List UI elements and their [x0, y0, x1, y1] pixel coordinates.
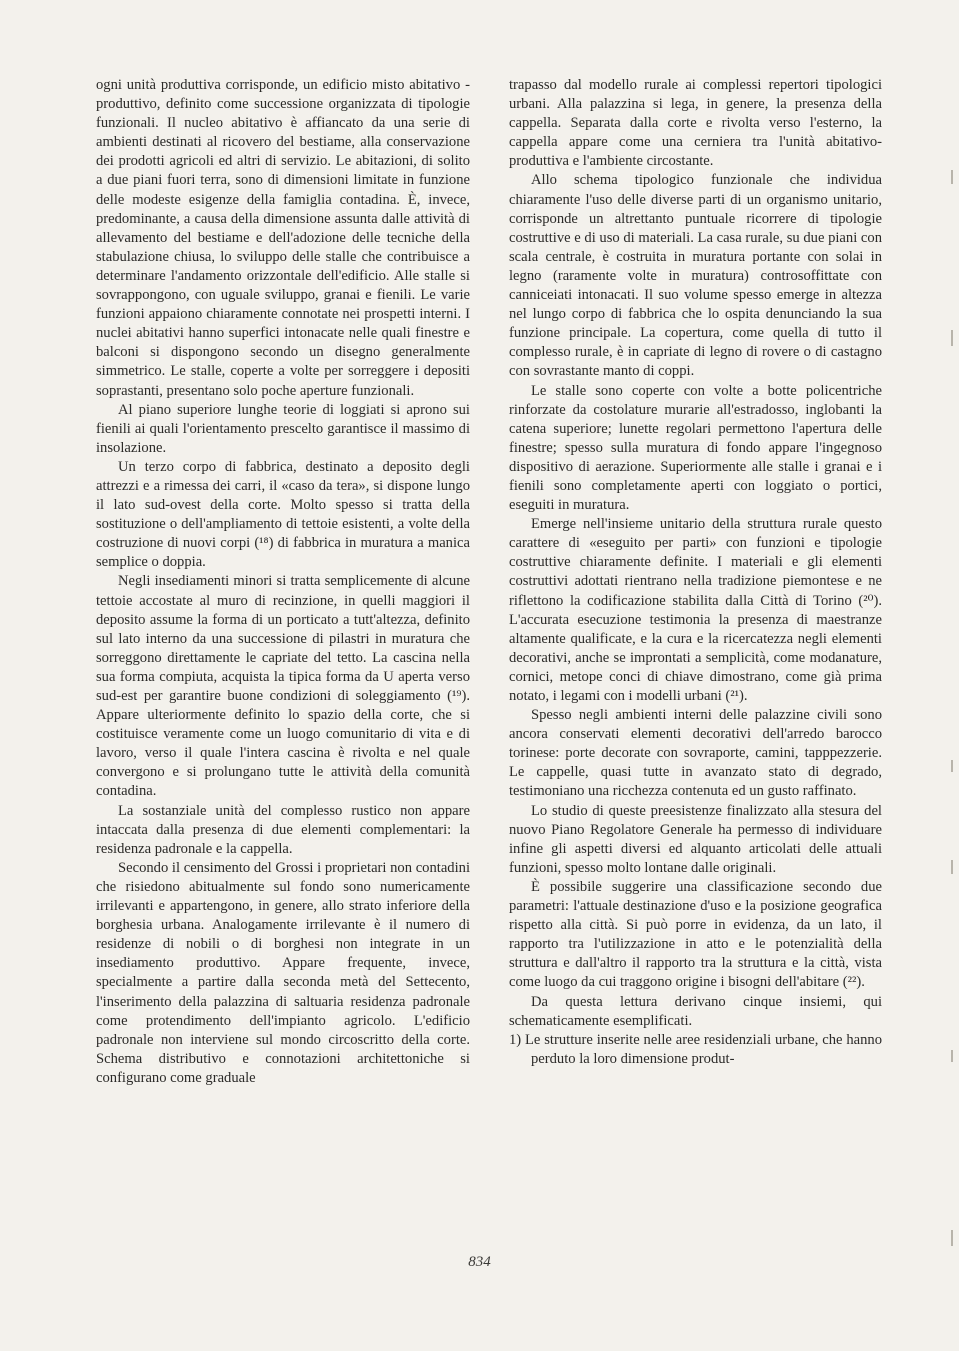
- margin-scan-mark: [951, 1050, 953, 1062]
- left-text-column: [96, 76, 470, 1088]
- paragraph: Spesso negli ambienti interni delle palazzine civili sono ancora conservati elementi decorativi dell'arredo barocco torinese: porte decorate con sovraporte, camini, tapppezzerie. Le cappelle, quasi tutte in avanzato stato di degrado, testimoniano una ricchezza contenuta ed un gusto raffinato.: [509, 707, 882, 800]
- paragraph: Un terzo corpo di fabbrica, destinato a deposito degli attrezzi e a rimessa dei carri, il «caso da tera», si dispone lungo il lato sud-ovest della corte. Molto spesso si tratta della sostituzione o dell'ampliamento di tettoie esistenti, a volte della costruzione di nuovi corpi (¹⁸) di fabbrica in muratura a manica semplice o doppia.: [96, 458, 470, 571]
- margin-scan-mark: [951, 860, 953, 874]
- paragraph: Emerge nell'insieme unitario della struttura rurale questo carattere di «eseguito per parti» con funzioni e tipologie costruttive chiaramente definite. I materiali e gli elementi costruttivi adottati rientrano nella tradizione piemontese e ne riflettono la codificazione stabilita dalla Città di Torino (²⁰). L'accurata esecuzione testimonia la presenza di maestranze altamente qualificate, e la cura e la ricercatezza negli elementi decorativi, anche se improntati a semplicità, come modanature, cornici, metope conci di chiave dimostrano, come già prima notato, i legami con i modelli urbani (²¹).: [509, 516, 882, 704]
- margin-scan-mark: [951, 1230, 953, 1246]
- right-text-column: [509, 76, 882, 1069]
- margin-scan-mark: [951, 760, 953, 772]
- paragraph: trapasso dal modello rurale ai complessi repertori tipologici urbani. Alla palazzina si lega, in genere, la presenza della cappella. Separata dalla corte e rivolta verso l'esterno, la cappella appare come una cerniera tra l'unità abitativo-produttiva e l'ambiente circostante.: [509, 77, 882, 170]
- paragraph: 1) Le strutture inserite nelle aree residenziali urbane, che hanno perduto la loro dimensione produt-: [509, 1031, 882, 1067]
- paragraph: ogni unità produttiva corrisponde, un edificio misto abitativo - produttivo, definito come successione organizzata di tipologie funzionali. Il nucleo abitativo è affiancato da una serie di ambienti destinati al ricovero del bestiame, alla conservazione dei prodotti agricoli ed altri di servizio. Le abitazioni, di solito a due piani fuori terra, sono di dimensioni limitate in funzione delle modeste esigenze della famiglia contadina. È, invece, predominante, a causa della dimensione assunta dalle attività di allevamento del bestiame e dell'adozione delle tecniche della stabulazione chiusa, lo sviluppo delle stalle che contribuisce a determinare l'andamento orizzontale dell'edificio. Alle stalle si sovrappongono, con uguale sviluppo, granai e fienili. Le varie funzioni appaiono chiaramente connotate nei prospetti interni. I nuclei abitativi hanno superfici intonacate nelle quali finestre e balconi si dispongono secondo un disegno generalmente simmetrico. Le stalle, coperte a volte per sorreggere i depositi soprastanti, presentano solo poche aperture funzionali.: [96, 77, 470, 399]
- paragraph: Secondo il censimento del Grossi i proprietari non contadini che risiedono abitualmente sul fondo sono numericamente irrilevanti e appartengono, in genere, allo strato inferiore della borghesia urbana. Analogamente irrilevante è il numero di residenze di nobili o di borghesi non integrate in un insediamento produttivo. Appare frequente, invece, specialmente a partire dalla seconda metà del Settecento, l'inserimento della palazzina di saltuaria residenza padronale come protendimento dell'impianto agricolo. L'edificio padronale non interviene sul mondo circoscritto della corte. Schema distributivo e connotazioni architettoniche si configurano come graduale: [96, 859, 470, 1086]
- paragraph: Allo schema tipologico funzionale che individua chiaramente l'uso delle diverse parti di un organismo unitario, corrisponde un altrettanto puntuale ricorrere di tipologie costruttive e di uso di materiali. La casa rurale, su due piani con scala centrale, è costruita in muratura portante con solai in legno (raramente volte in muratura) controsoffittate con canniceiati intonacati. Il suo volume spesso emerge in altezza nel lungo corpo di fabbrica che lo ospita denunciando la sua funzione principale. La copertura, come quella di tutto il complesso rurale, è in capriate di legno di rovere o di castagno con sovrastante manto di coppi.: [509, 172, 882, 380]
- page-number: 834: [468, 1254, 491, 1270]
- paragraph: Da questa lettura derivano cinque insiemi, qui schematicamente esemplificati.: [509, 993, 882, 1029]
- paragraph: Lo studio di queste preesistenze finalizzato alla stesura del nuovo Piano Regolatore Generale ha permesso di individuare infine gli aspetti diversi ed alquanto articolati delle attuali funzioni, spesso molto lontane dalle originali.: [509, 802, 882, 876]
- paragraph: Al piano superiore lunghe teorie di loggiati si aprono sui fienili ai quali l'orientamento prescelto garantisce il massimo di insolazione.: [96, 401, 470, 456]
- paragraph: È possibile suggerire una classificazione secondo due parametri: l'attuale destinazione d'uso e la posizione geografica rispetto alla città. Si può porre in evidenza, da un lato, il rapporto tra l'utilizzazione in atto e le potenzialità della struttura e dall'altro il rapporto tra la struttura e la città, vista come luogo da cui traggono origine i bisogni dell'abitare (²²).: [509, 878, 882, 991]
- paragraph: Negli insediamenti minori si tratta semplicemente di alcune tettoie accostate al muro di recinzione, in quelli maggiori il deposito assume la forma di un porticato a tutt'altezza, definito sul lato interno da una successione di pilastri in muratura che sorreggono direttamente le capriate del tetto. La cascina nella sua forma compiuta, acquista la tipica forma da U aperta verso sud-est per garantire buone condizioni di soleggiamento (¹⁹). Appare ulteriormente definito lo spazio della corte, che si costituisce veramente come un luogo comunitario di vita e di lavoro, verso il quale l'intera cascina è rivolta e nel quale convergono e si prolungano tutte le attività della comunità contadina.: [96, 573, 470, 800]
- paragraph: Le stalle sono coperte con volte a botte policentriche rinforzate da costolature murarie all'estradosso, inglobanti la catena superiore; lunette regolari permettono l'apertura delle finestre; spesso sulla muratura di fondo appare l'ingegnoso dispositivo di aerazione. Superiormente alle stalle i granai e i fienili sono completamente aperti con loggiato o portici, eseguiti in muratura.: [509, 382, 882, 514]
- margin-scan-mark: [951, 170, 953, 184]
- paragraph: La sostanziale unità del complesso rustico non appare intaccata dalla presenza di due elementi complementari: la residenza padronale e la cappella.: [96, 802, 470, 857]
- margin-scan-mark: [951, 330, 953, 346]
